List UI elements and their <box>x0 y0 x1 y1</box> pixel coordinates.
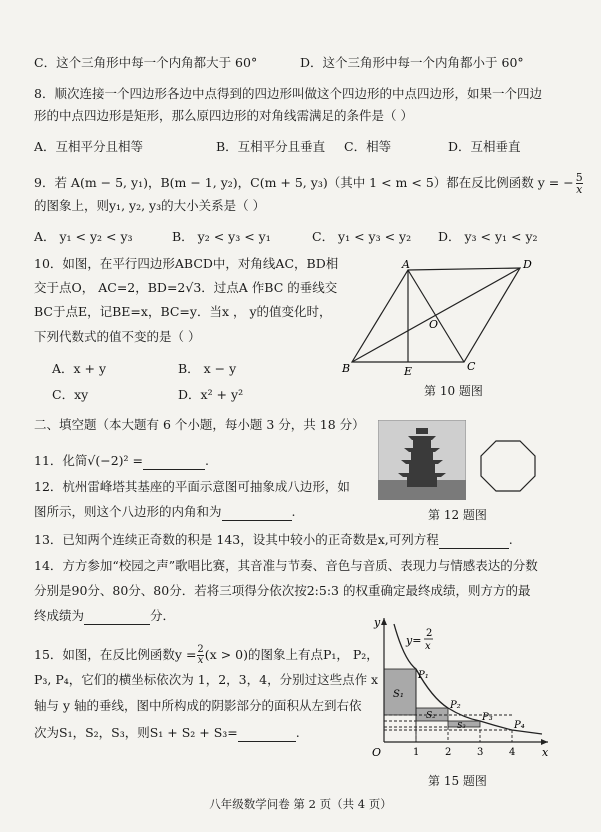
q12-line2: 图所示，则这个八边形的内角和为 . <box>34 504 296 519</box>
func-den: x <box>425 641 431 652</box>
q15-line4: 次为S₁，S₂，S₃，则S₁ + S₂ + S₃= . <box>34 725 300 740</box>
point-p3: P₃ <box>482 712 493 723</box>
q8-option-d: D．互相垂直 <box>448 139 521 154</box>
q9-option-b: B． y₂ < y₃ < y₁ <box>172 229 271 244</box>
q10-label-e: E <box>404 365 413 378</box>
func-lhs: y= <box>406 634 422 647</box>
tick-3: 3 <box>477 747 484 758</box>
q15-line1: 15．如图，在反比例函数y = $\frac{2}{x}$ (x > 0)的图象上有点P₁， P₂， <box>34 644 379 666</box>
point-p1: P₁ <box>418 670 429 681</box>
q9-line1: 9．若 A(m − 5, y₁)，B(m − 1, y₂)，C(m + 5, y₃)（其中 1 < m < 5）都在反比例函数 y = − $\frac{5}{x}$ <box>34 171 583 196</box>
q10-caption: 第 10 题图 <box>424 384 483 398</box>
q10-option-d: D．x² + y² <box>178 387 244 402</box>
q8-option-a: A．互相平分且相等 <box>34 139 144 154</box>
q15-frac-num: 2 <box>197 644 204 655</box>
q14-line3: 终成绩为 分． <box>34 608 176 623</box>
q14-line2: 分别是90分、80分、80分．若将三项得分依次按2:5:3 的权重确定最终成绩，则方方的最 <box>34 583 531 598</box>
q10-option-c: C．xy <box>52 387 89 402</box>
q9-option-a: A． y₁ < y₂ < y₃ <box>34 229 133 244</box>
region-s1-label: S₁ <box>393 689 404 700</box>
page-footer: 八年级数学问卷 第 2 页（共 4 页） <box>209 797 392 811</box>
q8-option-b: B．互相平分且垂直 <box>216 139 326 154</box>
q10-option-a: A．x + y <box>52 361 107 376</box>
q11-text: 11．化简√(−2)² = . <box>34 453 209 468</box>
q11-answer-blank[interactable] <box>143 457 205 470</box>
q15-function-figure <box>366 614 556 764</box>
q10-label-b: B <box>342 362 351 375</box>
q13-text: 13．已知两个连续正奇数的积是 143，设其中较小的正奇数是x,可列方程 . <box>34 532 513 547</box>
y-axis-label: y <box>374 616 381 629</box>
q13-answer-blank[interactable] <box>439 536 509 549</box>
section-2-heading: 二、填空题（本大题有 6 个小题，每小题 3 分，共 18 分） <box>34 417 365 432</box>
q9-line2: 的图象上，则y₁, y₂, y₃的大小关系是（ ） <box>34 198 266 213</box>
q15-line3: 轴与 y 轴的垂线，图中所构成的阴影部分的面积从左到右依 <box>34 698 362 713</box>
q10-line2: 交于点O， AC=2，BD=2√3．过点A 作BC 的垂线交 <box>34 280 338 295</box>
q9-frac-den: x <box>576 183 583 196</box>
q10-label-o: O <box>429 318 439 331</box>
point-p2: P₂ <box>450 700 461 711</box>
x-axis-label: x <box>542 746 549 759</box>
q14-answer-blank[interactable] <box>84 612 150 625</box>
q15-caption: 第 15 题图 <box>428 774 487 788</box>
origin-label: O <box>372 746 382 759</box>
func-num: 2 <box>426 628 433 639</box>
q10-label-a: A <box>402 258 410 271</box>
q10-label-d: D <box>523 258 532 271</box>
q12-line1: 12．杭州雷峰塔其基座的平面示意图可抽象成八边形，如 <box>34 479 350 494</box>
region-s3-label: S₃ <box>457 721 466 730</box>
q10-line1: 10．如图，在平行四边形ABCD中，对角线AC，BD相 <box>34 256 339 271</box>
octagon-figure <box>478 438 538 494</box>
q15-line2: P₃, P₄，它们的横坐标依次为 1，2，3，4，分别过这些点作 x <box>34 672 379 687</box>
q10-label-c: C <box>467 360 476 373</box>
q10-option-b: B． x − y <box>178 361 237 376</box>
q8-line2: 形的中点四边形是矩形，那么原四边形的对角线需满足的条件是（ ） <box>34 108 413 123</box>
q7-option-c: C．这个三角形中每一个内角都大于 60° <box>34 55 258 70</box>
q10-line4: 下列代数式的值不变的是（ ） <box>34 329 201 344</box>
q9-option-d: D． y₃ < y₁ < y₂ <box>438 229 538 244</box>
q7-option-d: D．这个三角形中每一个内角都小于 60° <box>300 55 524 70</box>
q10-parallelogram-figure <box>340 258 545 378</box>
tick-4: 4 <box>509 747 516 758</box>
q8-line1: 8．顺次连接一个四边形各边中点得到的四边形叫做这个四边形的中点四边形，如果一个四边 <box>34 86 542 101</box>
q12-answer-blank[interactable] <box>222 508 292 521</box>
q14-line1: 14．方方参加“校园之声”歌唱比赛，其音准与节奏、音色与音质、表现力与情感表达的分数 <box>34 558 538 573</box>
q15-frac-den: x <box>197 655 204 666</box>
pagoda-photo <box>378 420 466 500</box>
q9-frac-num: 5 <box>575 171 583 184</box>
q12-caption: 第 12 题图 <box>428 508 487 522</box>
tick-2: 2 <box>445 747 452 758</box>
q15-answer-blank[interactable] <box>238 729 296 742</box>
q8-option-c: C．相等 <box>344 139 392 154</box>
q9-option-c: C． y₁ < y₃ < y₂ <box>312 229 412 244</box>
point-p4: P₄ <box>514 720 525 731</box>
q10-line3: BC于点E，记BE=x，BC=y．当x ， y的值变化时， <box>34 304 332 319</box>
region-s2-label: S₂ <box>426 711 436 721</box>
tick-1: 1 <box>413 747 420 758</box>
